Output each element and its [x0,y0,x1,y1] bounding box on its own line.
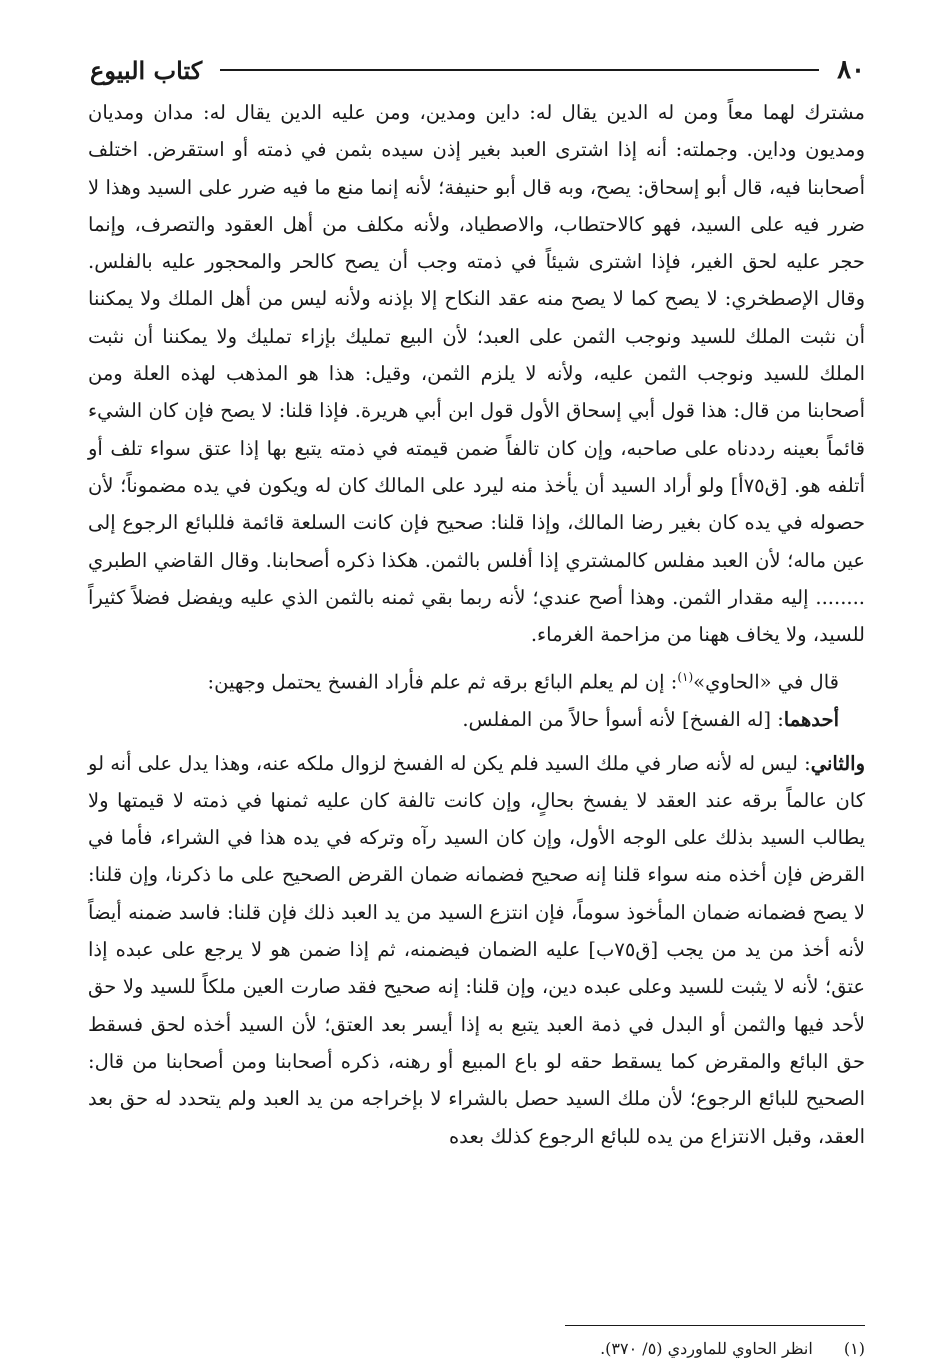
paragraph-1: مشترك لهما معاً ومن له الدين يقال له: داين ومدين، ومن عليه الدين يقال له: مدان ومديان ومديون وداين. وجملته: أنه إذا اشترى العبد بغير إذن سيده بثمن في ذمته أو استقرض. اختلف أصحابنا فيه، قال أبو إسحاق: يصح، وبه قال أبو حنيفة؛ لأنه إنما منع ما فيه ضرر على السيد وهذا لا ضرر فيه على السيد، فهو كالاحتطاب، والاصطياد، ولأنه مكلف من أهل العقود والتصرف، وإنما حجر عليه لحق الغير، فإذا اشترى شيئاً في ذمته وجب أن يصح كالحر والمحجور عليه بالفلس. وقال الإصطخري: لا يصح كما لا يصح منه عقد النكاح إلا بإذنه ولأنه ليس من أهل الملك ولا يمكننا أن نثبت الملك للسيد ونوجب الثمن على العبد؛ لأن البيع تمليك بإزاء تمليك ولا يمكننا أن نثبت الملك للسيد ونوجب الثمن عليه، ولأنه لا يلزم الثمن، وقيل: هذا هو المذهب لهذه العلة ومن أصحابنا من قال: هذا قول أبي إسحاق الأول قول ابن أبي هريرة. فإذا قلنا: لا يصح فإن كان الشيء قائماً بعينه رددناه على صاحبه، وإن كان تالفاً ضمن قيمته في ذمته يتبع بها إذا عتق سواء تلف أو أتلفه هو. [ق٧٥أ] ولو أراد السيد أن يأخذ منه ليرد على المالك كان له ويكون في يده مضموناً؛ لأن حصوله في يده كان بغير رضا المالك، وإذا قلنا: صحيح فإن كانت السلعة قائمة فللبائع الرجوع إلى عين ماله؛ لأن العبد مفلس كالمشتري إذا أفلس بالثمن. هكذا ذكره أصحابنا. وقال القاضي الطبري ........ إليه مقدار الثمن. وهذا أصح عندي؛ لأنه ربما بقي ثمنه بالثمن الذي عليه ويفضل فضلاً كثيراً للسيد، ولا يخاف ههنا من مزاحمة الغرماء. [88,101,865,647]
paragraph-3-label: أحدهما [783,708,839,732]
paragraph-2-rest: : إن لم يعلم البائع برقه ثم علم فأراد الفسخ يحتمل وجهين: [207,670,678,694]
paragraph-3-rest: : [له الفسخ] لأنه أسوأ حالاً من المفلس. [462,708,784,732]
paragraph-2-prefix: قال في «الحاوي» [693,670,839,694]
footnote-text: انظر الحاوي للماوردي (٥/ ٣٧٠). [600,1339,813,1358]
footnote [600,1338,865,1360]
page-number: ٨٠ [837,55,865,85]
book-title: كتاب البيوع [90,55,203,85]
header-rule [220,69,819,71]
paragraph-4-rest: : ليس له لأنه صار في ملك السيد فلم يكن له الفسخ لزوال ملكه عنه، وهذا يدل على أنه لو كان عالماً برقه عند العقد لا يفسخ بحالٍ، وإن كانت تالفة كان عليه ثمنها في ذمته لا قيمتها ولا يطالب السيد بذلك على الوجه الأول، وإن كان السيد رآه وتركه في يده هذا في الشراء، فأما في القرض فإن أخذه منه سواء قلنا إنه صحيح فضمانه ضمان القرض الصحيح على ما ذكرنا، وإن قلنا: لا يصح فضمانه ضمان المأخوذ سوماً، فإن انتزع السيد من يد العبد ذلك فإن قلنا: فاسد ضمنه أيضاً لأنه أخذ من يد من يجب [ق٧٥ب] عليه الضمان فيضمنه، ثم إذا ضمن هو لا يرجع على عبده إذا عتق؛ لأنه لا يثبت للسيد وعلى عبده دين، وإن قلنا: إنه صحيح فقد صارت العين ملكاً للسيد ولا حق لأحد فيها والثمن أو البدل في ذمة العبد يتبع به إذا أيسر بعد العتق؛ لأن السيد أخذه لحق فسقط حق البائع والمقرض كما يسقط حقه لو باع المبيع أو رهنه، ذكره أصحابنا ومن أصحابنا من قال: الصحيح للبائع الرجوع؛ لأن ملك السيد حصل بالشراء لا بإخراجه من يد العبد ولم يتحدد له حق بعد العقد، وقبل الانتزاع من يده للبائع الرجوع كذلك بعده [88,751,865,1148]
footnote-marker: (١) [843,1339,865,1358]
footnote-reference: (١) [677,670,694,685]
footnote-rule [565,1325,865,1326]
paragraph-2 [88,659,865,701]
paragraph-4-label: والثاني [810,751,865,775]
paragraph-3 [88,701,865,738]
paragraph-4 [88,745,865,1155]
main-text [88,94,865,1155]
page-header [90,50,865,90]
